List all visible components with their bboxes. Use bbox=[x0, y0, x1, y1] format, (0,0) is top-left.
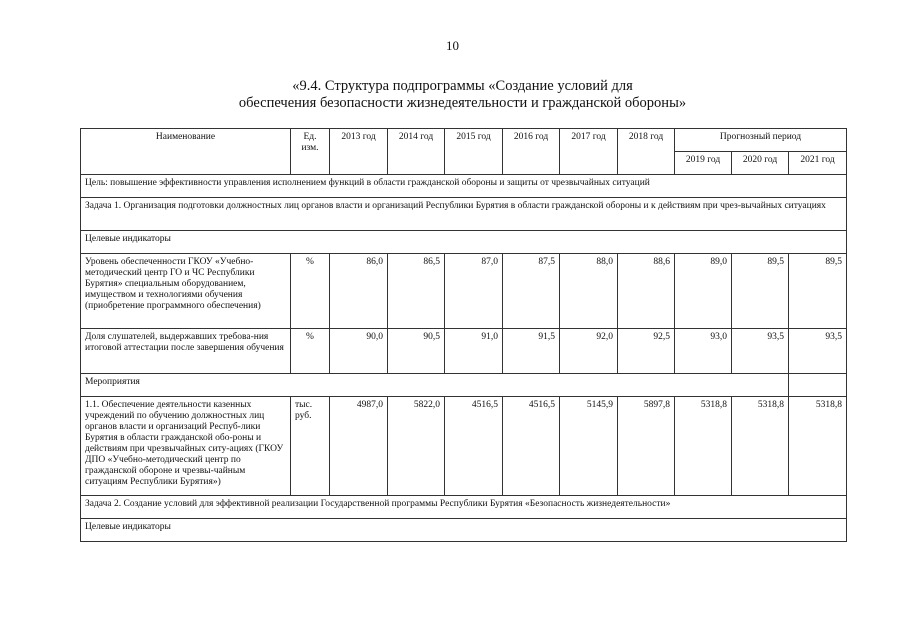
header-forecast-year: 2019 год bbox=[675, 152, 732, 175]
title-line-1: «9.4. Структура подпрограммы «Создание условий для bbox=[292, 78, 633, 94]
indicator-value: 93,5 bbox=[732, 329, 789, 374]
measure-name: 1.1. Обеспечение деятельности казенных учреждений по обучению должностных лиц органов власти и организаций Респуб-лики Бурятия в области гражданской обо-роны и действиям при чрезвычайных ситу-ациях (ГКОУ ДПО «Учебно-методический центр по гражданской обороне и чрезвы-чайным ситуациям Республики Бурятия») bbox=[81, 397, 291, 496]
indicator-value: 88,6 bbox=[618, 254, 675, 329]
title-line-2: обеспечения безопасности жизнедеятельности и гражданской обороны» bbox=[238, 95, 687, 111]
empty-cell bbox=[789, 374, 847, 397]
indicator-value: 87,0 bbox=[445, 254, 503, 329]
measure-value: 5318,8 bbox=[675, 397, 732, 496]
header-forecast-year: 2021 год bbox=[789, 152, 847, 175]
indicator-value: 93,5 bbox=[789, 329, 847, 374]
header-forecast-year: 2020 год bbox=[732, 152, 789, 175]
measures-label: Мероприятия bbox=[81, 374, 789, 397]
subprogram-structure-table bbox=[80, 128, 847, 542]
measure-value: 5318,8 bbox=[789, 397, 847, 496]
task-row bbox=[81, 198, 847, 231]
indicator-name: Доля слушателей, выдержавших требова-ния итоговой аттестации после завершения обучения bbox=[81, 329, 291, 374]
task-2-text: Задача 2. Создание условий для эффективной реализации Государственной программы Республики Бурятия «Безопасность жизнедеятельности» bbox=[81, 496, 847, 519]
task-1-text: Задача 1. Организация подготовки должностных лиц органов власти и организаций Республики Бурятия в области гражданской обороны и к действиям при чрез-вычайных ситуациях bbox=[81, 198, 847, 231]
goal-text: Цель: повышение эффективности управления исполнением функций в области гражданской обороны и защиты от чрезвычайных ситуаций bbox=[81, 175, 847, 198]
section-row bbox=[81, 231, 847, 254]
indicator-unit: % bbox=[291, 254, 330, 329]
section-row bbox=[81, 519, 847, 542]
measure-value: 4516,5 bbox=[445, 397, 503, 496]
header-year: 2016 год bbox=[503, 129, 560, 175]
indicator-value: 86,0 bbox=[330, 254, 388, 329]
table-row bbox=[81, 397, 847, 496]
goal-row bbox=[81, 175, 847, 198]
header-name: Наименование bbox=[81, 129, 291, 175]
measure-value: 4987,0 bbox=[330, 397, 388, 496]
measure-value: 5897,8 bbox=[618, 397, 675, 496]
indicator-value: 93,0 bbox=[675, 329, 732, 374]
indicator-value: 92,5 bbox=[618, 329, 675, 374]
indicator-value: 89,0 bbox=[675, 254, 732, 329]
header-row-1 bbox=[81, 129, 847, 152]
measure-value: 5145,9 bbox=[560, 397, 618, 496]
indicator-value: 87,5 bbox=[503, 254, 560, 329]
header-year: 2015 год bbox=[445, 129, 503, 175]
indicator-value: 90,5 bbox=[388, 329, 445, 374]
indicator-value: 92,0 bbox=[560, 329, 618, 374]
section-title bbox=[80, 78, 845, 112]
header-year: 2018 год bbox=[618, 129, 675, 175]
header-unit: Ед. изм. bbox=[291, 129, 330, 175]
indicator-value: 89,5 bbox=[732, 254, 789, 329]
header-forecast: Прогнозный период bbox=[675, 129, 847, 152]
header-year: 2014 год bbox=[388, 129, 445, 175]
header-year: 2013 год bbox=[330, 129, 388, 175]
indicators-label: Целевые индикаторы bbox=[81, 231, 847, 254]
table-row bbox=[81, 329, 847, 374]
indicator-unit: % bbox=[291, 329, 330, 374]
page-number: 10 bbox=[446, 38, 459, 53]
measure-unit: тыс. руб. bbox=[291, 397, 330, 496]
task-row bbox=[81, 496, 847, 519]
indicator-value: 91,0 bbox=[445, 329, 503, 374]
measure-value: 5318,8 bbox=[732, 397, 789, 496]
indicator-value: 89,5 bbox=[789, 254, 847, 329]
section-row bbox=[81, 374, 847, 397]
measure-value: 4516,5 bbox=[503, 397, 560, 496]
indicator-value: 90,0 bbox=[330, 329, 388, 374]
indicator-value: 86,5 bbox=[388, 254, 445, 329]
measure-value: 5822,0 bbox=[388, 397, 445, 496]
indicator-name: Уровень обеспеченности ГКОУ «Учебно-методический центр ГО и ЧС Республики Бурятия» специальным оборудованием, имуществом и технологиями обучения (приобретение программного обеспечения) bbox=[81, 254, 291, 329]
table-row bbox=[81, 254, 847, 329]
indicators-label-2: Целевые индикаторы bbox=[81, 519, 847, 542]
indicator-value: 88,0 bbox=[560, 254, 618, 329]
header-year: 2017 год bbox=[560, 129, 618, 175]
indicator-value: 91,5 bbox=[503, 329, 560, 374]
